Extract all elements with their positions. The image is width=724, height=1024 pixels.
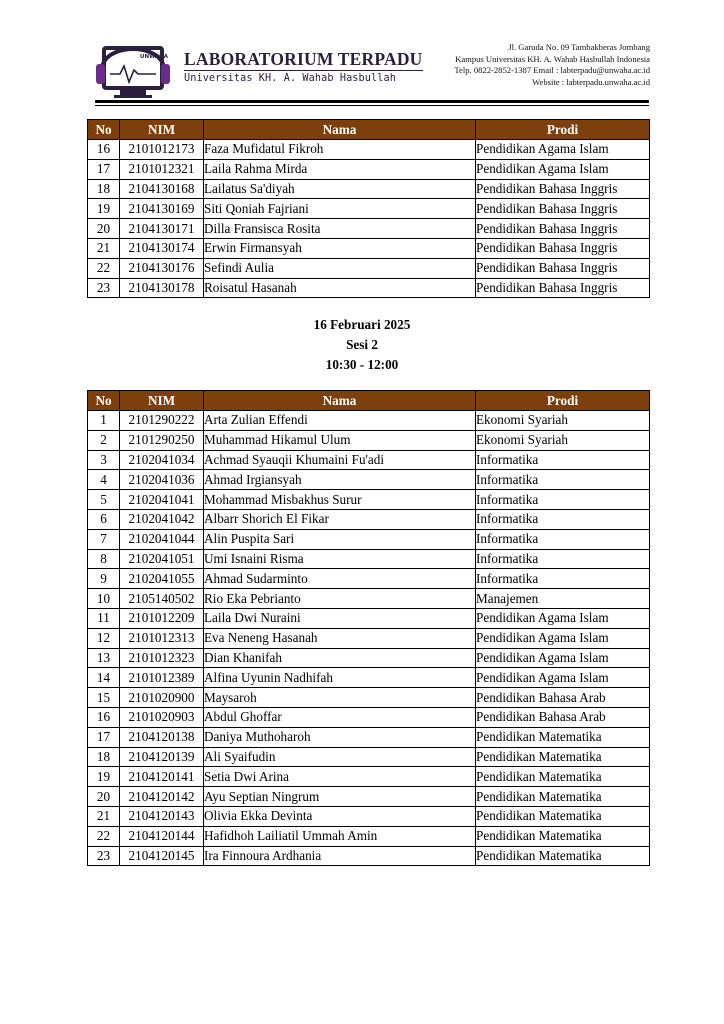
column-header-nim: NIM [120, 120, 204, 140]
student-name: Dian Khanifah [204, 648, 476, 668]
row-number: 11 [88, 608, 120, 628]
study-program: Pendidikan Bahasa Inggris [476, 278, 650, 298]
student-id: 2101020900 [120, 688, 204, 708]
row-number: 5 [88, 490, 120, 510]
table-row [88, 767, 650, 787]
student-name: Erwin Firmansyah [204, 238, 476, 258]
table-row [88, 179, 650, 199]
row-number: 22 [88, 258, 120, 278]
row-number: 9 [88, 569, 120, 589]
study-program: Pendidikan Agama Islam [476, 608, 650, 628]
student-id: 2101012209 [120, 608, 204, 628]
table-row [88, 140, 650, 160]
student-name: Ayu Septian Ningrum [204, 787, 476, 807]
student-id: 2104120144 [120, 826, 204, 846]
row-number: 6 [88, 509, 120, 529]
student-name: Muhammad Hikamul Ulum [204, 430, 476, 450]
table-header-row [88, 120, 650, 140]
student-id: 2104130178 [120, 278, 204, 298]
study-program: Pendidikan Matematika [476, 806, 650, 826]
study-program: Pendidikan Agama Islam [476, 668, 650, 688]
column-header-prodi: Prodi [476, 120, 650, 140]
participant-table-2 [87, 390, 650, 866]
student-name: Ali Syaifudin [204, 747, 476, 767]
student-id: 2104120141 [120, 767, 204, 787]
participant-table-1 [87, 119, 650, 298]
row-number: 13 [88, 648, 120, 668]
student-name: Umi Isnaini Risma [204, 549, 476, 569]
organization-block [184, 50, 423, 84]
student-id: 2104120138 [120, 727, 204, 747]
study-program: Pendidikan Agama Islam [476, 648, 650, 668]
row-number: 22 [88, 826, 120, 846]
student-id: 2104120142 [120, 787, 204, 807]
student-name: Alin Puspita Sari [204, 529, 476, 549]
university-name: Universitas KH. A. Wahab Hasbullah [184, 73, 396, 84]
student-id: 2104120143 [120, 806, 204, 826]
student-id: 2104130168 [120, 179, 204, 199]
row-number: 21 [88, 806, 120, 826]
student-id: 2102041034 [120, 450, 204, 470]
study-program: Pendidikan Matematika [476, 787, 650, 807]
student-id: 2101012321 [120, 159, 204, 179]
study-program: Pendidikan Bahasa Inggris [476, 258, 650, 278]
row-number: 8 [88, 549, 120, 569]
table-row [88, 490, 650, 510]
logo-text: UNWAHA [140, 54, 169, 60]
study-program: Informatika [476, 549, 650, 569]
student-name: Achmad Syauqii Khumaini Fu'adi [204, 450, 476, 470]
student-name: Setia Dwi Arina [204, 767, 476, 787]
student-id: 2102041042 [120, 509, 204, 529]
row-number: 15 [88, 688, 120, 708]
row-number: 16 [88, 140, 120, 160]
table-row [88, 688, 650, 708]
table-row [88, 549, 650, 569]
student-name: Abdul Ghoffar [204, 707, 476, 727]
study-program: Pendidikan Bahasa Inggris [476, 219, 650, 239]
study-program: Informatika [476, 490, 650, 510]
session-name: Sesi 2 [346, 337, 378, 352]
column-header-nama: Nama [204, 391, 476, 411]
student-name: Mohammad Misbakhus Surur [204, 490, 476, 510]
table-row [88, 608, 650, 628]
table-row [88, 787, 650, 807]
letterhead [90, 32, 650, 104]
address-line: Jl. Garuda No. 09 Tambakberas Jombang [508, 42, 650, 52]
table-row [88, 258, 650, 278]
table-row [88, 219, 650, 239]
row-number: 19 [88, 767, 120, 787]
campus-line: Kampus Universitas KH. A. Wahab Hasbullah Indonesia [455, 53, 650, 64]
student-name: Ira Finnoura Ardhania [204, 846, 476, 866]
row-number: 12 [88, 628, 120, 648]
table-row [88, 648, 650, 668]
study-program: Manajemen [476, 589, 650, 609]
row-number: 17 [88, 727, 120, 747]
student-name: Lailatus Sa'diyah [204, 179, 476, 199]
row-number: 18 [88, 179, 120, 199]
row-number: 18 [88, 747, 120, 767]
student-name: Albarr Shorich El Fikar [204, 509, 476, 529]
row-number: 17 [88, 159, 120, 179]
study-program: Pendidikan Matematika [476, 767, 650, 787]
student-id: 2101290250 [120, 430, 204, 450]
table-row [88, 470, 650, 490]
row-number: 14 [88, 668, 120, 688]
student-id: 2102041055 [120, 569, 204, 589]
student-name: Sefindi Aulia [204, 258, 476, 278]
session-info [0, 315, 724, 375]
student-name: Roisatul Hasanah [204, 278, 476, 298]
student-name: Faza Mufidatul Fikroh [204, 140, 476, 160]
row-number: 23 [88, 846, 120, 866]
student-id: 2105140502 [120, 589, 204, 609]
study-program: Ekonomi Syariah [476, 411, 650, 431]
study-program: Informatika [476, 470, 650, 490]
table-row [88, 727, 650, 747]
study-program: Pendidikan Agama Islam [476, 628, 650, 648]
table-row [88, 668, 650, 688]
student-id: 2101012389 [120, 668, 204, 688]
student-id: 2104130171 [120, 219, 204, 239]
student-name: Daniya Muthoharoh [204, 727, 476, 747]
student-id: 2102041044 [120, 529, 204, 549]
student-name: Olivia Ekka Devinta [204, 806, 476, 826]
student-id: 2101020903 [120, 707, 204, 727]
study-program: Informatika [476, 509, 650, 529]
column-header-prodi: Prodi [476, 391, 650, 411]
student-id: 2102041036 [120, 470, 204, 490]
study-program: Pendidikan Agama Islam [476, 140, 650, 160]
study-program: Pendidikan Bahasa Inggris [476, 238, 650, 258]
laboratory-logo-icon [94, 34, 174, 100]
row-number: 16 [88, 707, 120, 727]
header-divider-thin [95, 105, 649, 106]
session-time: 10:30 - 12:00 [325, 357, 399, 372]
row-number: 20 [88, 787, 120, 807]
student-name: Siti Qoniah Fajriani [204, 199, 476, 219]
student-name: Rio Eka Pebrianto [204, 589, 476, 609]
table-row [88, 430, 650, 450]
row-number: 20 [88, 219, 120, 239]
student-id: 2104130176 [120, 258, 204, 278]
student-name: Ahmad Irgiansyah [204, 470, 476, 490]
row-number: 10 [88, 589, 120, 609]
student-id: 2101290222 [120, 411, 204, 431]
table-row [88, 707, 650, 727]
student-name: Laila Dwi Nuraini [204, 608, 476, 628]
table-row [88, 569, 650, 589]
table-row [88, 411, 650, 431]
student-name: Dilla Fransisca Rosita [204, 219, 476, 239]
table-row [88, 747, 650, 767]
row-number: 1 [88, 411, 120, 431]
student-id: 2104130174 [120, 238, 204, 258]
study-program: Informatika [476, 529, 650, 549]
study-program: Informatika [476, 450, 650, 470]
student-id: 2101012313 [120, 628, 204, 648]
table-row [88, 509, 650, 529]
table-row [88, 199, 650, 219]
table-row [88, 806, 650, 826]
student-name: Arta Zulian Effendi [204, 411, 476, 431]
row-number: 23 [88, 278, 120, 298]
student-id: 2102041041 [120, 490, 204, 510]
study-program: Pendidikan Bahasa Arab [476, 688, 650, 708]
student-id: 2104130169 [120, 199, 204, 219]
row-number: 3 [88, 450, 120, 470]
study-program: Pendidikan Agama Islam [476, 159, 650, 179]
student-name: Alfina Uyunin Nadhifah [204, 668, 476, 688]
study-program: Informatika [476, 569, 650, 589]
student-name: Eva Neneng Hasanah [204, 628, 476, 648]
study-program: Pendidikan Bahasa Arab [476, 707, 650, 727]
table-row [88, 589, 650, 609]
table-row [88, 529, 650, 549]
table-row [88, 238, 650, 258]
row-number: 7 [88, 529, 120, 549]
column-header-nama: Nama [204, 120, 476, 140]
study-program: Pendidikan Matematika [476, 727, 650, 747]
study-program: Pendidikan Matematika [476, 826, 650, 846]
table-header-row [88, 391, 650, 411]
row-number: 19 [88, 199, 120, 219]
row-number: 21 [88, 238, 120, 258]
study-program: Ekonomi Syariah [476, 430, 650, 450]
student-id: 2104120145 [120, 846, 204, 866]
contact-info [454, 42, 650, 88]
table-row [88, 278, 650, 298]
organization-name: LABORATORIUM TERPADU [184, 49, 423, 69]
student-id: 2101012323 [120, 648, 204, 668]
phone-email-line: Telp. 0822-2852-1387 Email : labterpadu@unwaha.ac.id [454, 65, 650, 75]
table-row [88, 450, 650, 470]
student-id: 2104120139 [120, 747, 204, 767]
student-id: 2101012173 [120, 140, 204, 160]
session-date: 16 Februari 2025 [313, 317, 411, 332]
student-name: Hafidhoh Lailiatil Ummah Amin [204, 826, 476, 846]
student-name: Ahmad Sudarminto [204, 569, 476, 589]
website-line: Website : labterpadu.unwaha.ac.id [532, 76, 650, 87]
study-program: Pendidikan Matematika [476, 747, 650, 767]
table-row [88, 628, 650, 648]
row-number: 4 [88, 470, 120, 490]
table-row [88, 159, 650, 179]
column-header-nim: NIM [120, 391, 204, 411]
student-name: Maysaroh [204, 688, 476, 708]
column-header-no: No [88, 120, 120, 140]
study-program: Pendidikan Bahasa Inggris [476, 199, 650, 219]
table-row [88, 846, 650, 866]
table-row [88, 826, 650, 846]
student-id: 2102041051 [120, 549, 204, 569]
header-divider-thick [95, 100, 649, 103]
study-program: Pendidikan Bahasa Inggris [476, 179, 650, 199]
row-number: 2 [88, 430, 120, 450]
study-program: Pendidikan Matematika [476, 846, 650, 866]
student-name: Laila Rahma Mirda [204, 159, 476, 179]
column-header-no: No [88, 391, 120, 411]
